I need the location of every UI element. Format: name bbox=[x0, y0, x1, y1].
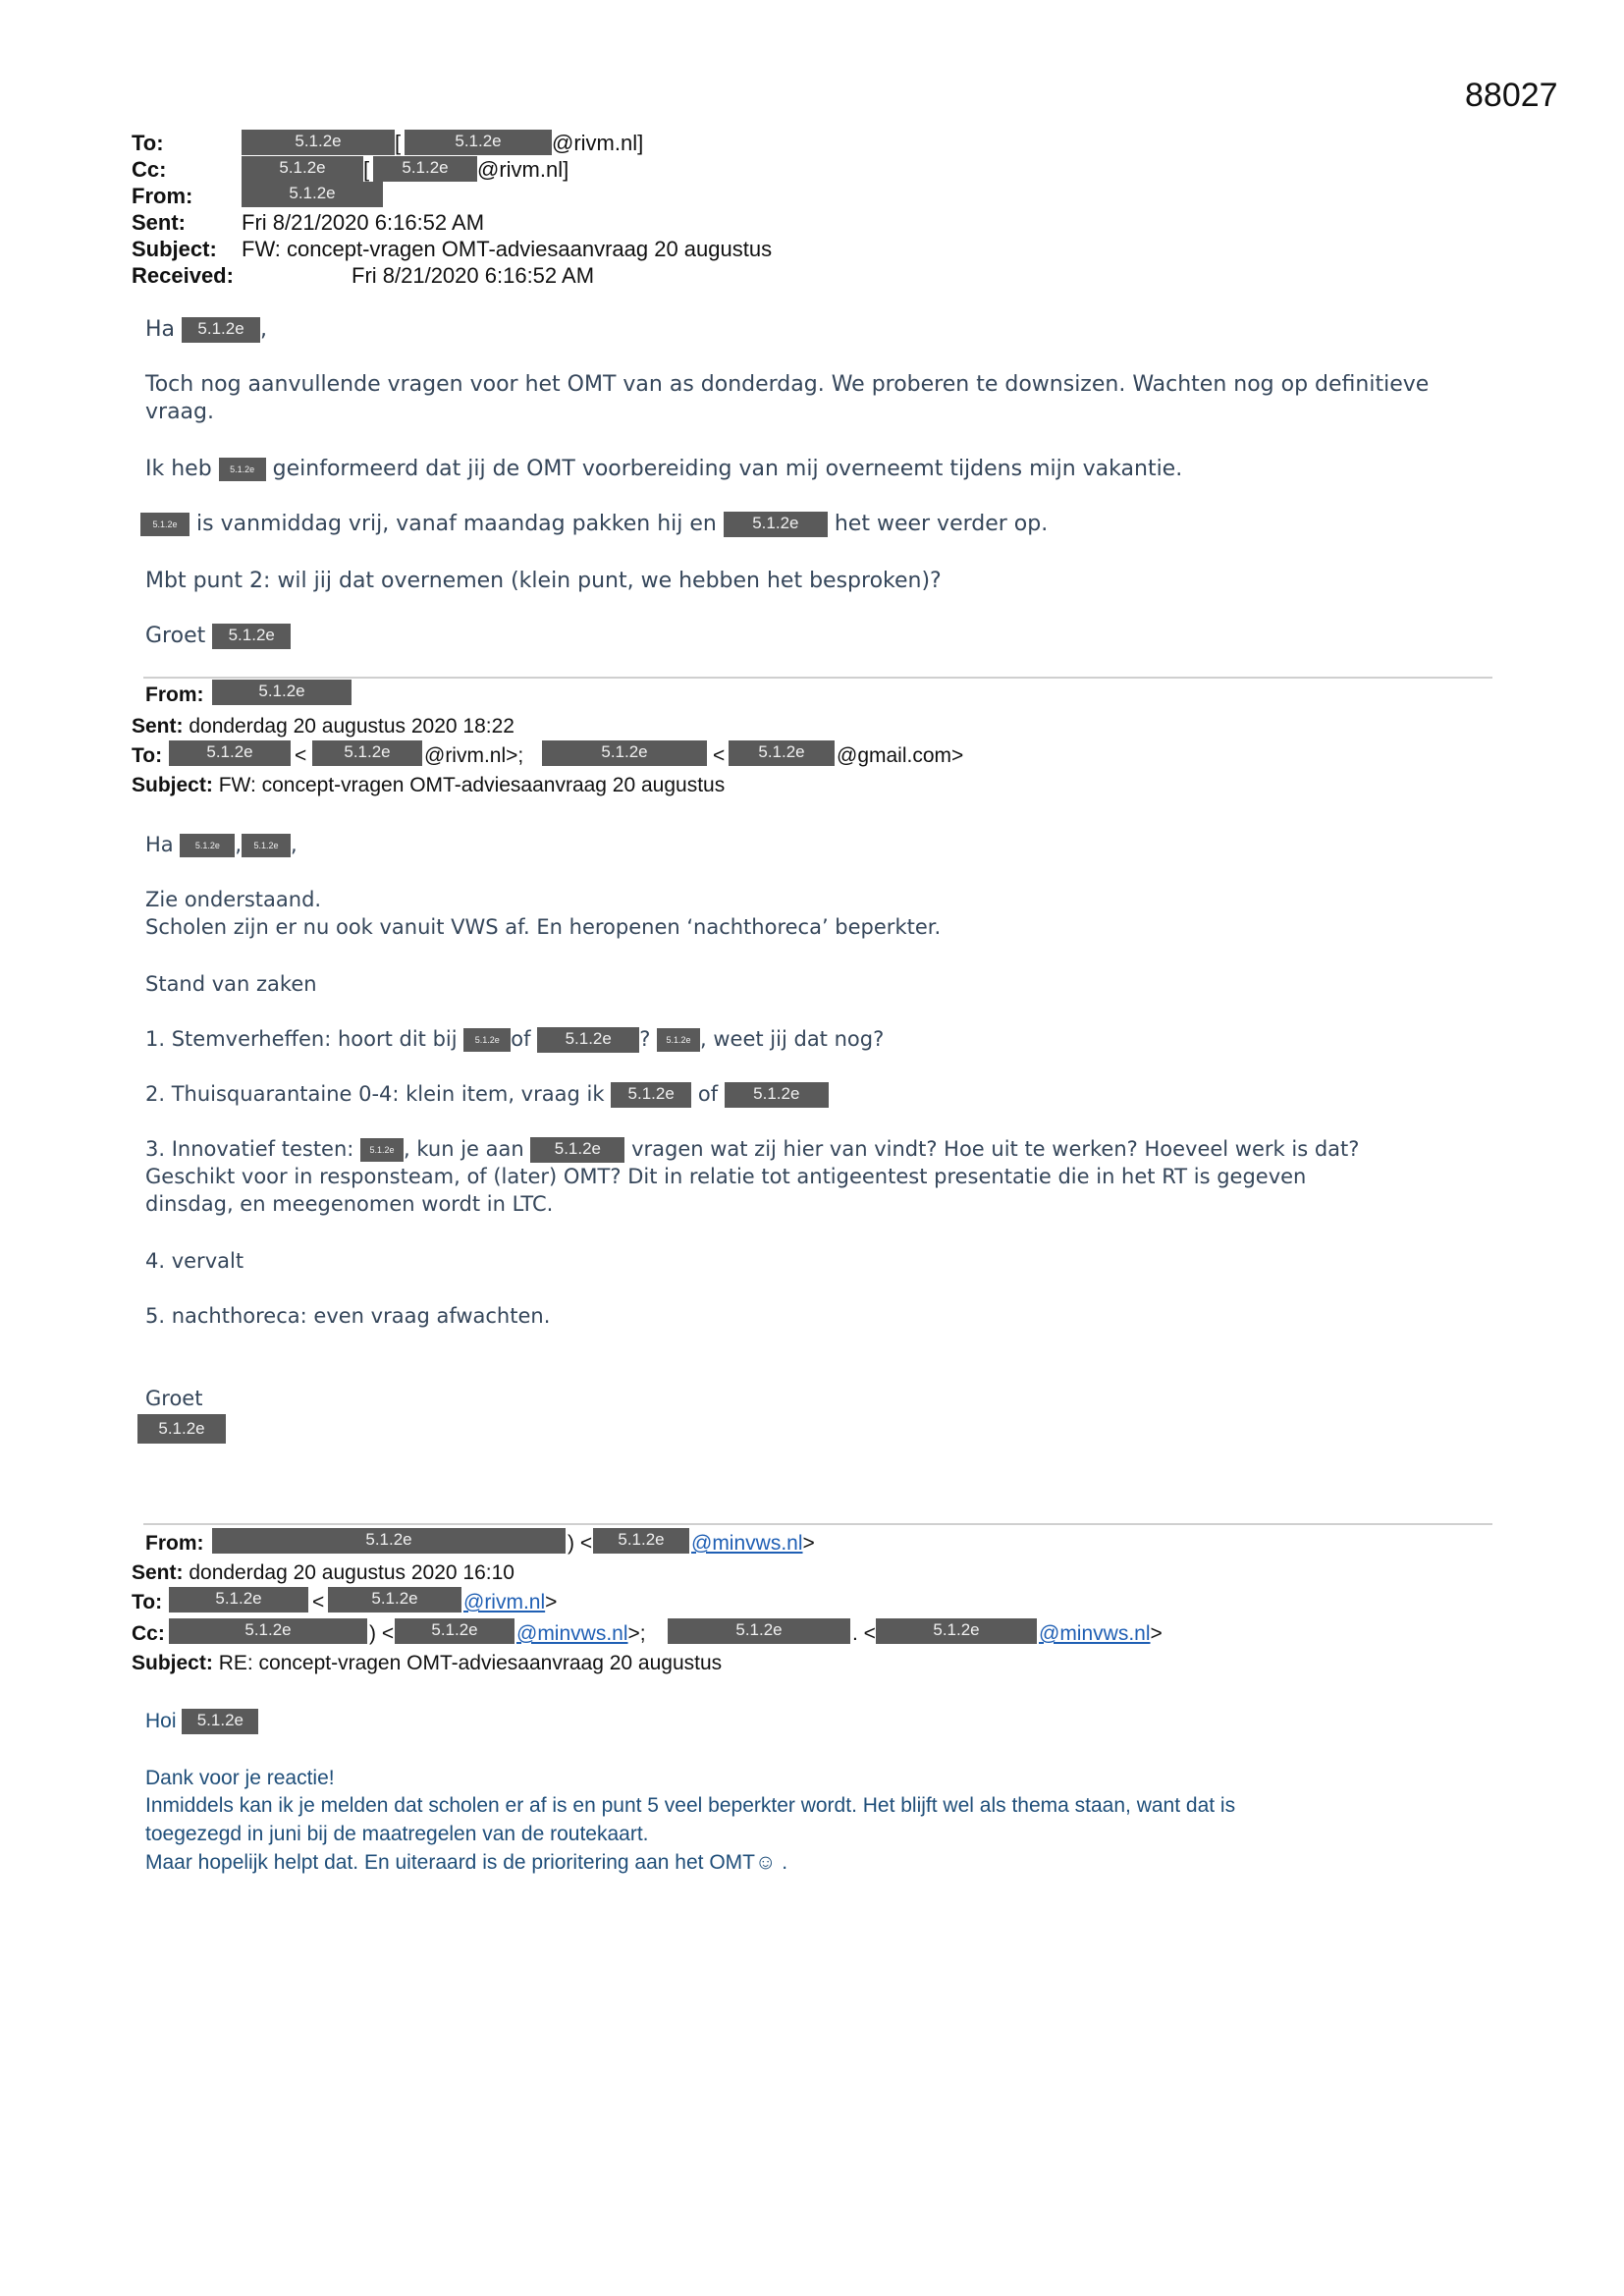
redaction-box: 5.1.2e bbox=[593, 1528, 689, 1554]
line: Dank voor je reactie! bbox=[145, 1767, 335, 1789]
redaction-box: 5.1.2e bbox=[169, 1618, 367, 1644]
received-value: Fri 8/21/2020 6:16:52 AM bbox=[352, 263, 595, 288]
line: Inmiddels kan ik je melden dat scholen er af is en punt 5 veel beperkter wordt. Het blijft wel als thema staan, want dat is bbox=[145, 1794, 1236, 1817]
email-link[interactable]: @minvws.nl bbox=[1039, 1622, 1151, 1645]
redaction-box: 5.1.2e bbox=[657, 1028, 700, 1052]
to-domain: @gmail.com> bbox=[837, 744, 964, 767]
received-label: Received: bbox=[132, 263, 234, 288]
redaction-box: 5.1.2e bbox=[180, 834, 235, 857]
subject-label: Subject: bbox=[132, 774, 213, 796]
redaction-box: 5.1.2e bbox=[876, 1618, 1037, 1644]
text: , weet jij dat nog? bbox=[700, 1027, 885, 1051]
text: vragen wat zij hier van vindt? Hoe uit te werken? Hoeveel werk is dat? bbox=[631, 1137, 1360, 1161]
redaction-box: 5.1.2e bbox=[395, 1618, 514, 1644]
redaction-box: 5.1.2e bbox=[463, 1028, 511, 1052]
line: Zie onderstaand. bbox=[145, 888, 322, 911]
list-item: 5. nachthoreca: even vraag afwachten. bbox=[145, 1304, 551, 1328]
separator bbox=[143, 1523, 1492, 1525]
text: het weer verder op. bbox=[834, 512, 1049, 536]
text: 2. Thuisquarantaine 0-4: klein item, vraag ik bbox=[145, 1082, 605, 1106]
sent-value: donderdag 20 augustus 2020 18:22 bbox=[189, 715, 514, 738]
line: Geschikt voor in responsteam, of (later) OMT? Dit in relatie tot antigeentest presentatie die in het RT is gegeven bbox=[145, 1165, 1307, 1188]
text: geinformeerd dat jij de OMT voorbereiding van mij overneemt tijdens mijn vakantie. bbox=[272, 457, 1183, 481]
redaction-box: 5.1.2e bbox=[140, 513, 189, 536]
cc-label: Cc: bbox=[132, 157, 167, 182]
redaction-box: 5.1.2e bbox=[182, 317, 260, 343]
redaction-box: 5.1.2e bbox=[182, 1709, 258, 1734]
list-item: 1. Stemverheffen: hoort dit bij 5.1.2e of 5.1.2e ? 5.1.2e , weet jij dat nog? bbox=[145, 1027, 885, 1051]
line: toegezegd in juni bij de maatregelen van de routekaart. bbox=[145, 1823, 649, 1845]
list-item: 4. vervalt bbox=[145, 1249, 244, 1273]
text: 1. Stemverheffen: hoort dit bij bbox=[145, 1027, 458, 1051]
to-domain: @rivm.nl>; bbox=[424, 744, 524, 767]
document-number: 88027 bbox=[1465, 77, 1558, 114]
redaction-box: 5.1.2e bbox=[724, 512, 828, 537]
list-item bbox=[145, 1080, 829, 1108]
paragraph: Mbt punt 2: wil jij dat overnemen (klein punt, we hebben het besproken)? bbox=[145, 569, 942, 593]
subject-label: Subject: bbox=[132, 1652, 213, 1674]
to-label: To: bbox=[132, 744, 163, 767]
redaction-box: 5.1.2e bbox=[611, 1082, 691, 1108]
redaction-box: 5.1.2e bbox=[212, 624, 291, 649]
sent-label: Sent: bbox=[132, 1561, 184, 1584]
redaction-box: 5.1.2e bbox=[312, 740, 422, 766]
sent-label: Sent: bbox=[132, 715, 184, 738]
from-label: From: bbox=[145, 683, 204, 706]
text: is vanmiddag vrij, vanaf maandag pakken hij en bbox=[196, 512, 717, 536]
sign-off: Groet bbox=[145, 624, 206, 648]
text: Ik heb bbox=[145, 457, 212, 481]
redaction-box: 5.1.2e bbox=[242, 130, 395, 155]
sign-off: Groet bbox=[145, 1387, 203, 1410]
text: , kun je aan bbox=[404, 1137, 524, 1161]
sent-value: Fri 8/21/2020 6:16:52 AM bbox=[242, 210, 485, 235]
redaction-box: 5.1.2e bbox=[360, 1138, 404, 1162]
to-domain: @rivm.nl] bbox=[552, 131, 644, 155]
cc-label: Cc: bbox=[132, 1622, 165, 1645]
redaction-box: 5.1.2e bbox=[242, 834, 291, 857]
subject-label: Subject: bbox=[132, 237, 217, 261]
from-label: From: bbox=[132, 184, 193, 208]
from-label: From: bbox=[145, 1532, 204, 1555]
subject-value: FW: concept-vragen OMT-adviesaanvraag 20 augustus bbox=[218, 774, 726, 796]
to-label: To: bbox=[132, 131, 164, 155]
email-link[interactable]: @rivm.nl bbox=[463, 1591, 546, 1613]
redaction-box: 5.1.2e bbox=[169, 1587, 308, 1613]
redaction-box: 5.1.2e bbox=[542, 740, 707, 766]
cc-domain: @rivm.nl] bbox=[477, 157, 569, 182]
email-link[interactable]: @minvws.nl bbox=[516, 1622, 628, 1645]
greeting: Ha bbox=[145, 317, 176, 342]
redaction-box: 5.1.2e bbox=[373, 156, 477, 182]
redaction-box: 5.1.2e bbox=[725, 1082, 829, 1108]
to-label: To: bbox=[132, 1591, 163, 1613]
list-item bbox=[145, 1135, 1359, 1163]
redaction-box: 5.1.2e bbox=[729, 740, 835, 766]
email-link[interactable]: @minvws.nl bbox=[691, 1532, 803, 1555]
redaction-box: 5.1.2e bbox=[328, 1587, 461, 1613]
text: of bbox=[511, 1027, 531, 1051]
section-heading: Stand van zaken bbox=[145, 972, 317, 996]
redaction-box: 5.1.2e bbox=[668, 1618, 850, 1644]
redaction-box: 5.1.2e bbox=[242, 156, 363, 182]
line: dinsdag, en meegenomen wordt in LTC. bbox=[145, 1192, 554, 1216]
redaction-box: 5.1.2e bbox=[169, 740, 291, 766]
separator bbox=[143, 677, 1492, 679]
redaction-box: 5.1.2e bbox=[212, 680, 352, 705]
text: 3. Innovatief testen: bbox=[145, 1137, 354, 1161]
greeting: Ha bbox=[145, 833, 174, 856]
paragraph: Toch nog aanvullende vragen voor het OMT van as donderdag. We proberen te downsizen. Wachten nog op definitieve vraag. bbox=[145, 372, 1430, 424]
text: of bbox=[697, 1082, 719, 1106]
greeting: Hoi bbox=[145, 1710, 177, 1732]
redaction-box: 5.1.2e bbox=[242, 182, 383, 207]
line: Scholen zijn er nu ook vanuit VWS af. En heropenen ‘nachthoreca’ beperkter. bbox=[145, 915, 942, 939]
redaction-box: 5.1.2e bbox=[137, 1414, 226, 1444]
sent-value: donderdag 20 augustus 2020 16:10 bbox=[189, 1561, 514, 1584]
subject-value: FW: concept-vragen OMT-adviesaanvraag 20 augustus bbox=[242, 237, 773, 261]
redaction-box: 5.1.2e bbox=[212, 1528, 566, 1554]
redaction-box: 5.1.2e bbox=[537, 1027, 639, 1053]
redaction-box: 5.1.2e bbox=[405, 130, 552, 155]
line: Maar hopelijk helpt dat. En uiteraard is de prioritering aan het OMT☺ . bbox=[145, 1851, 788, 1874]
redaction-box: 5.1.2e bbox=[219, 458, 266, 481]
subject-value: RE: concept-vragen OMT-adviesaanvraag 20 augustus bbox=[218, 1652, 723, 1674]
sent-label: Sent: bbox=[132, 210, 186, 235]
redaction-box: 5.1.2e bbox=[530, 1137, 624, 1163]
